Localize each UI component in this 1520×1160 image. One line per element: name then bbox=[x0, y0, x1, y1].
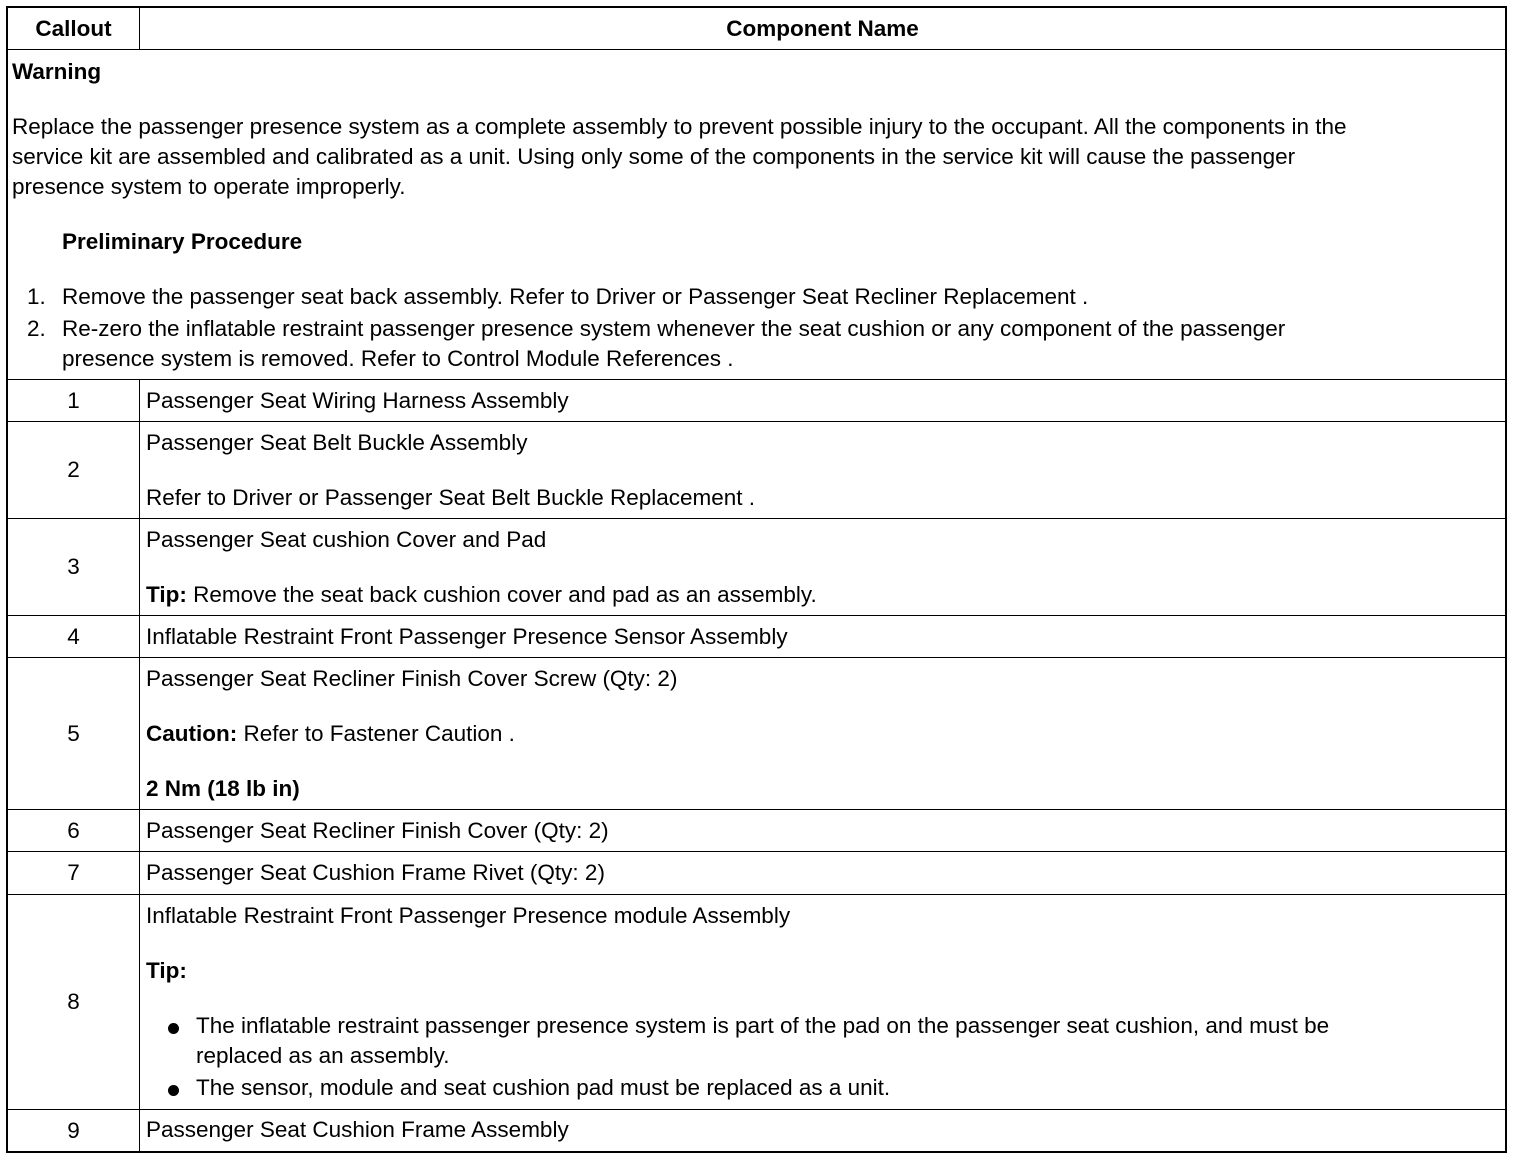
component-name: Inflatable Restraint Front Passenger Presence module Assembly bbox=[146, 903, 791, 928]
component-name: Passenger Seat Wiring Harness Assembly bbox=[146, 388, 569, 413]
callout-cell: 5 bbox=[8, 658, 140, 809]
procedure-title: Preliminary Procedure bbox=[62, 229, 303, 254]
component-cell bbox=[140, 422, 1505, 518]
bullet-text-line: replaced as an assembly. bbox=[196, 1043, 450, 1068]
table-row bbox=[8, 519, 1505, 616]
table-row bbox=[8, 380, 1505, 422]
component-name: Passenger Seat Cushion Frame Assembly bbox=[146, 1117, 569, 1142]
callout-cell: 9 bbox=[8, 1110, 140, 1151]
callout-column-header: Callout bbox=[8, 8, 140, 49]
callout-cell: 7 bbox=[8, 852, 140, 894]
table-row bbox=[8, 616, 1505, 658]
component-name: Passenger Seat cushion Cover and Pad bbox=[146, 527, 547, 552]
component-name: Passenger Seat Recliner Finish Cover Screw (Qty: 2) bbox=[146, 666, 678, 691]
component-name: Passenger Seat Cushion Frame Rivet (Qty: 2) bbox=[146, 860, 605, 885]
callout-cell: 1 bbox=[8, 380, 140, 421]
tip-text: Remove the seat back cushion cover and pad as an assembly. bbox=[186, 582, 817, 607]
component-cell bbox=[140, 895, 1505, 1109]
table-row bbox=[8, 810, 1505, 852]
component-note: Refer to Driver or Passenger Seat Belt Buckle Replacement . bbox=[146, 485, 756, 510]
bullet-icon bbox=[168, 1085, 179, 1096]
warning-title: Warning bbox=[12, 59, 102, 84]
warning-text-line: presence system to operate improperly. bbox=[12, 174, 406, 199]
table-row bbox=[8, 852, 1505, 895]
bullet-icon bbox=[168, 1023, 179, 1034]
step-number: 1. bbox=[27, 284, 46, 309]
tip-label: Tip: bbox=[146, 582, 187, 607]
component-cell bbox=[140, 658, 1505, 809]
callout-cell: 8 bbox=[8, 895, 140, 1109]
table-row bbox=[8, 422, 1505, 519]
component-column-header: Component Name bbox=[726, 15, 919, 41]
callout-cell: 3 bbox=[8, 519, 140, 615]
component-cell bbox=[140, 519, 1505, 615]
callout-cell: 2 bbox=[8, 422, 140, 518]
bullet-text-line: The inflatable restraint passenger presence system is part of the pad on the passenger seat cushion, and must be bbox=[196, 1013, 1330, 1038]
caution-text: Refer to Fastener Caution . bbox=[237, 721, 515, 746]
table-row bbox=[8, 1110, 1505, 1151]
component-cell bbox=[140, 852, 1505, 894]
table-row bbox=[8, 658, 1505, 810]
torque-spec: 2 Nm (18 lb in) bbox=[146, 776, 300, 801]
component-cell bbox=[140, 1110, 1505, 1151]
caution-line bbox=[146, 719, 515, 749]
step-text-line: Remove the passenger seat back assembly. Refer to Driver or Passenger Seat Recliner Replacement . bbox=[62, 284, 1089, 309]
component-cell bbox=[140, 616, 1505, 657]
tip-label: Tip: bbox=[146, 958, 187, 983]
component-name: Passenger Seat Belt Buckle Assembly bbox=[146, 430, 528, 455]
components-table bbox=[6, 6, 1507, 1153]
step-text-line: Re-zero the inflatable restraint passenger presence system whenever the seat cushion or any component of the passenger bbox=[62, 316, 1286, 341]
table-row bbox=[8, 895, 1505, 1110]
step-text-line: presence system is removed. Refer to Control Module References . bbox=[62, 346, 734, 371]
component-cell bbox=[140, 810, 1505, 851]
table-header-row bbox=[8, 8, 1505, 50]
bullet-text-line: The sensor, module and seat cushion pad must be replaced as a unit. bbox=[196, 1075, 891, 1100]
tip-line bbox=[146, 580, 817, 610]
warning-text-line: Replace the passenger presence system as a complete assembly to prevent possible injury to the occupant. All the components in the bbox=[12, 114, 1347, 139]
warning-block bbox=[8, 50, 1505, 380]
callout-cell: 6 bbox=[8, 810, 140, 851]
component-name: Inflatable Restraint Front Passenger Presence Sensor Assembly bbox=[146, 624, 788, 649]
step-number: 2. bbox=[27, 316, 46, 341]
component-name: Passenger Seat Recliner Finish Cover (Qty: 2) bbox=[146, 818, 609, 843]
callout-cell: 4 bbox=[8, 616, 140, 657]
component-cell bbox=[140, 380, 1505, 421]
caution-label: Caution: bbox=[146, 721, 238, 746]
warning-text-line: service kit are assembled and calibrated as a unit. Using only some of the components in the service kit will cause the passenger bbox=[12, 144, 1296, 169]
